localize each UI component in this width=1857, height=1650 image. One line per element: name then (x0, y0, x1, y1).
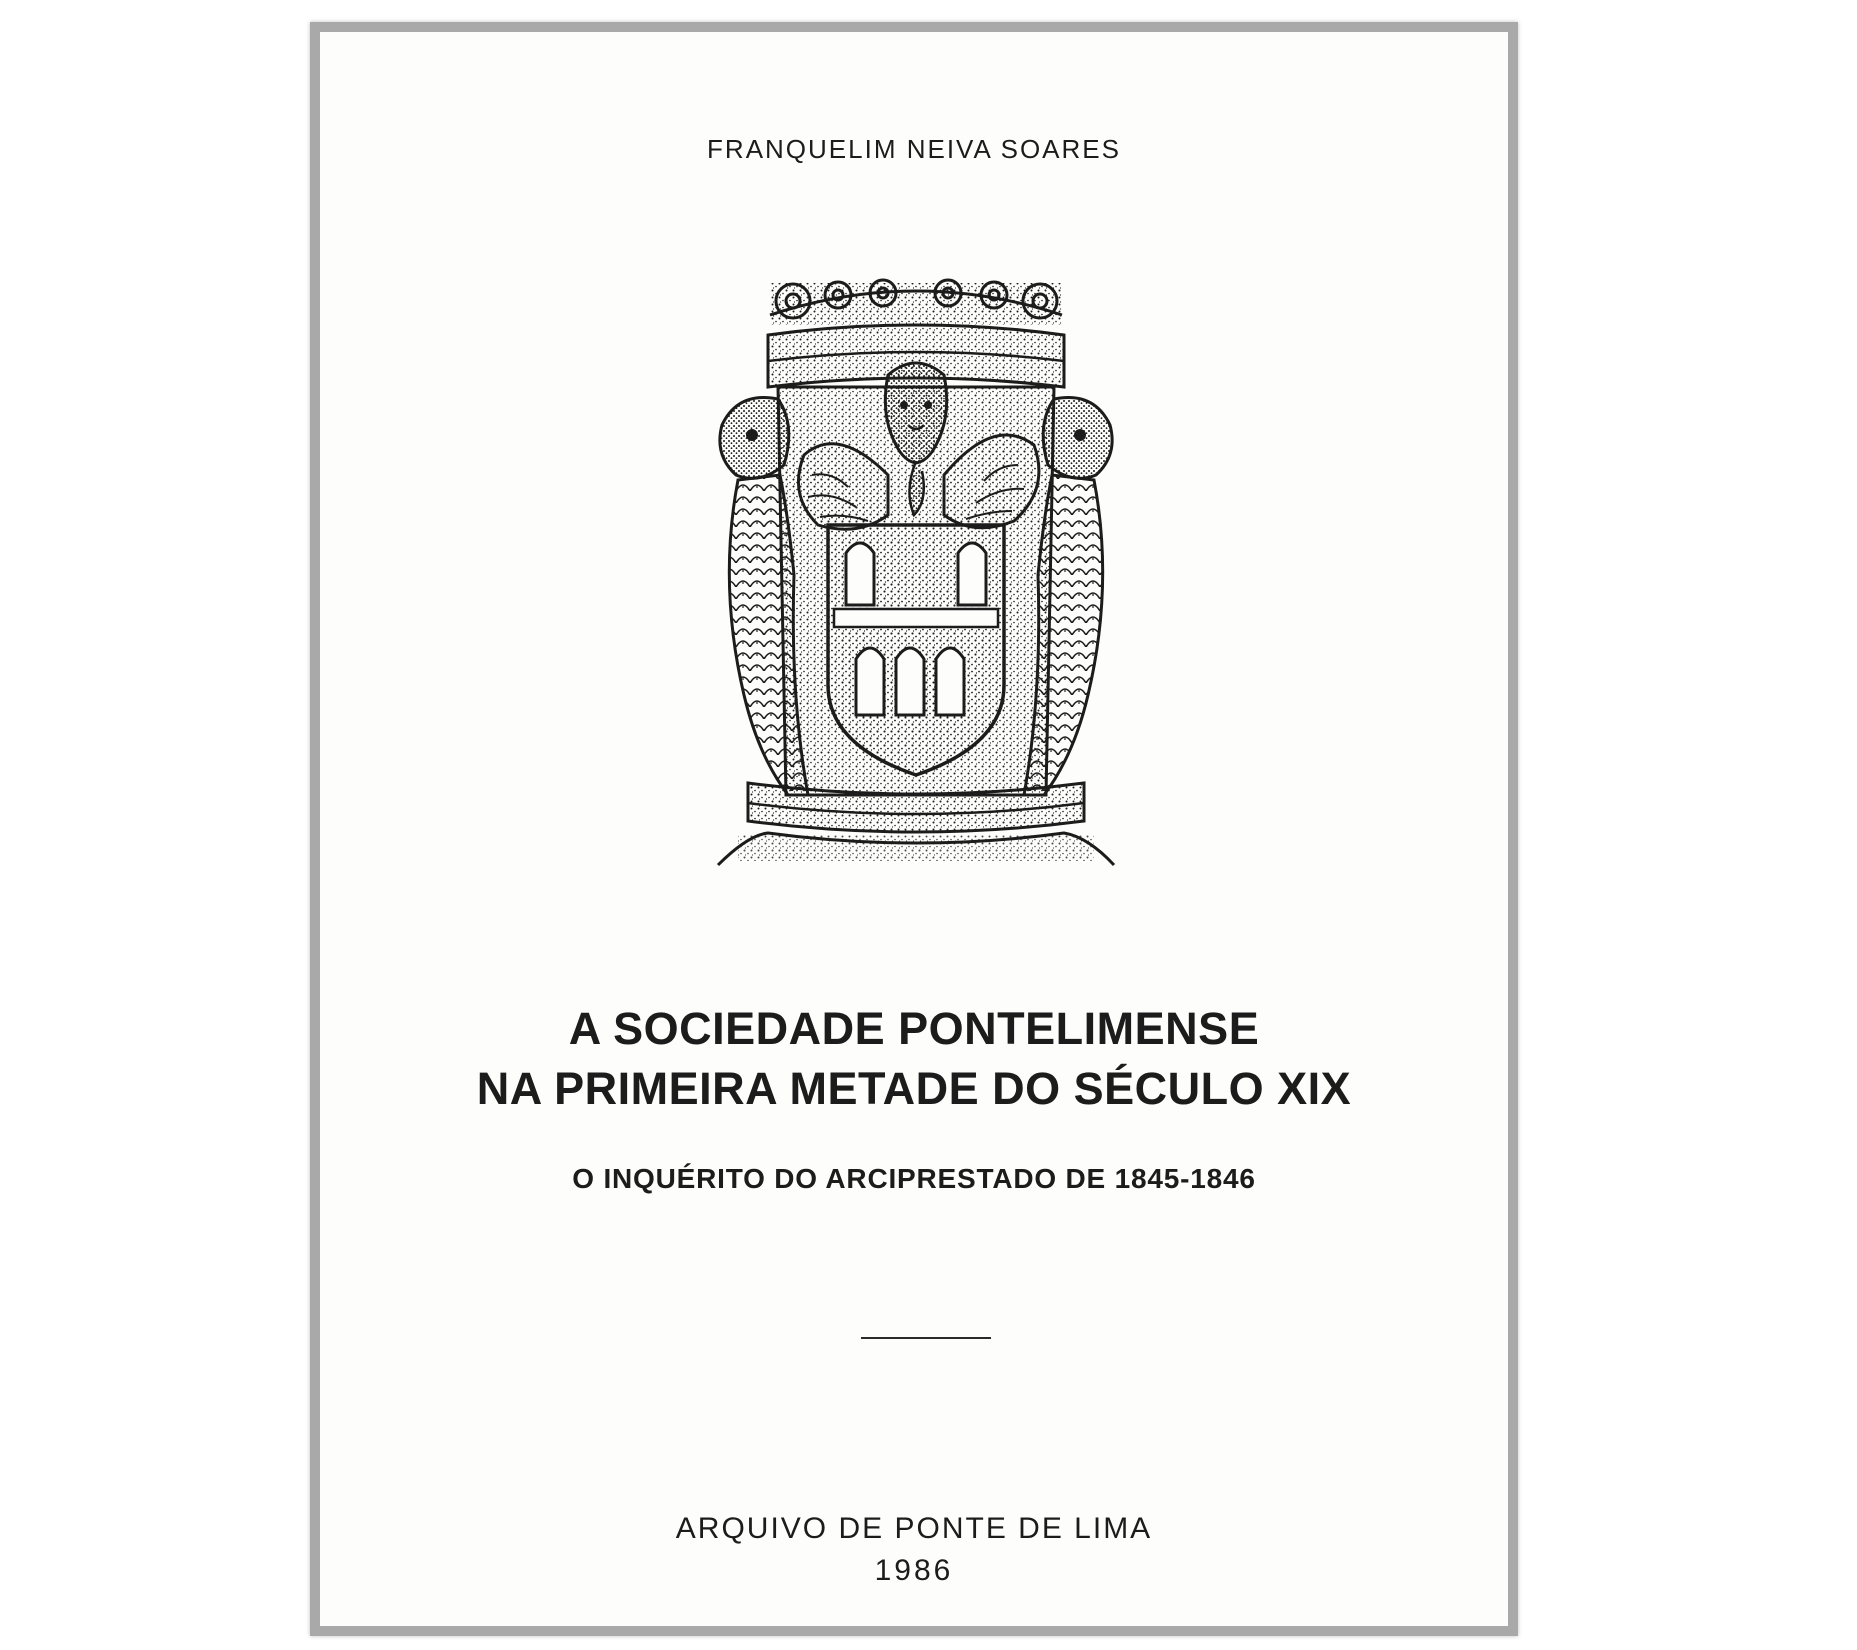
publisher-name: ARQUIVO DE PONTE DE LIMA (675, 1512, 1153, 1545)
column-capital-illustration (708, 275, 1124, 877)
title-line-2: NA PRIMEIRA METADE DO SÉCULO XIX (476, 1063, 1352, 1114)
coat-of-arms-shield (828, 525, 1004, 775)
divider-rule (861, 1337, 991, 1339)
title-line-1: A SOCIEDADE PONTELIMENSE (568, 1003, 1260, 1054)
author-name: FRANQUELIM NEIVA SOARES (707, 134, 1121, 164)
capital-top-scrolls (770, 280, 1062, 325)
book-cover (310, 22, 1518, 1636)
book-title (320, 999, 1508, 1119)
book-subtitle: O INQUÉRITO DO ARCIPRESTADO DE 1845-1846 (572, 1163, 1256, 1194)
publication-year: 1986 (874, 1554, 954, 1587)
